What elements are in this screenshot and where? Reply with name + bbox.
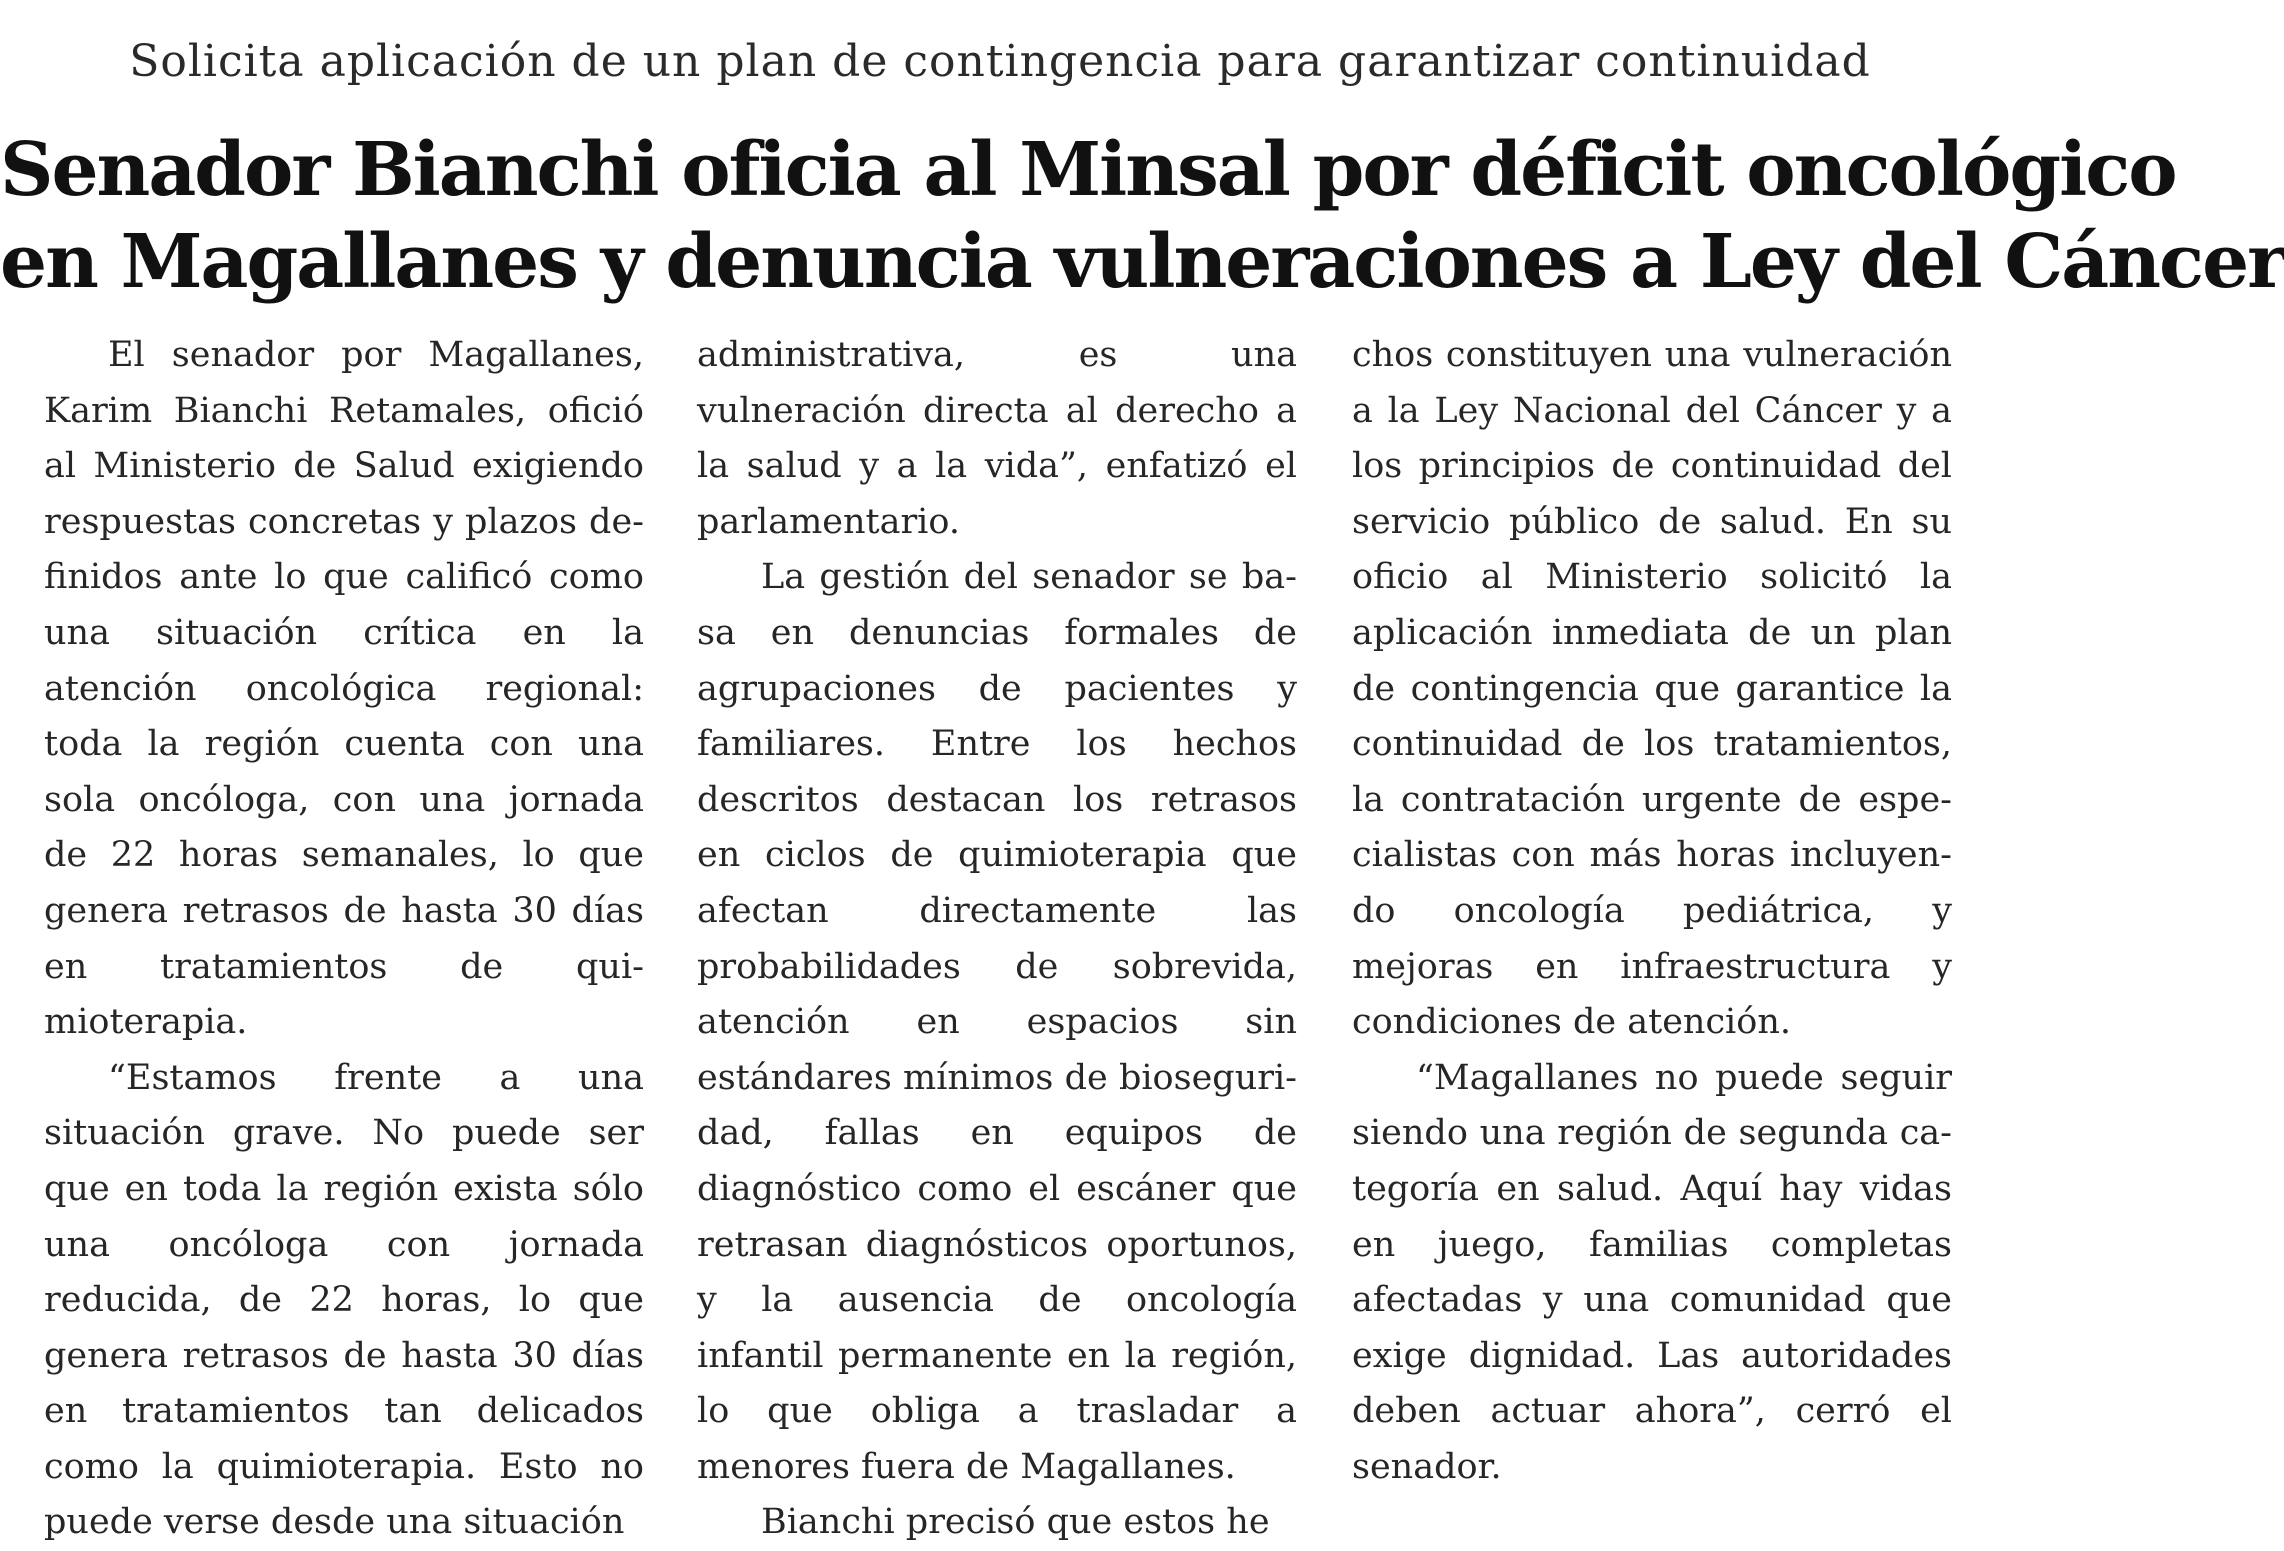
text-column-3 bbox=[1352, 328, 1952, 1495]
article-kicker: Solicita aplicación de un plan de contingencia para garantizar continuidad bbox=[129, 36, 1871, 87]
body-paragraph: administrativa, es una vulneración directa al derecho a la salud y a la vida”, enfatizó el parlamentario. bbox=[697, 335, 1297, 542]
article-headline bbox=[0, 124, 2284, 308]
body-paragraph: Bianchi precisó que estos he bbox=[761, 1502, 1270, 1543]
body-paragraph: “Magallanes no puede seguir siendo una región de segunda categoría en salud. Aquí hay vidas en juego, familias completas afectadas y una comunidad que exige dignidad. Las autoridades deben actuar ahora”, cerró el senador. bbox=[1352, 1057, 1952, 1487]
body-paragraph: chos constituyen una vulneración a la Ley Nacional del Cáncer y a los principios de continuidad del servicio público de salud. En su oficio al Ministerio solicitó la aplicación inmediata de un plan de contingencia que garantice la continuidad de los tratamientos, la contratación urgente de especialistas con más horas incluyendo oncología pediátrica, y mejoras en infraestructura y condiciones de atención. bbox=[1352, 335, 1952, 1043]
body-paragraph: La gestión del senador se basa en denuncias formales de agrupaciones de pacientes y familiares. Entre los hechos descritos destacan los retrasos en ciclos de quimioterapia que afectan directamente las probabilidades de sobrevida, atención en espacios sin estándares mínimos de bioseguridad, fallas en equipos de diagnóstico como el escáner que retrasan diagnósticos oportunos, y la ausencia de oncología infantil permanente en la región, lo que obliga a trasladar a menores fuera de Magallanes. bbox=[697, 557, 1297, 1487]
headline-line-1: Senador Bianchi oficia al Minsal por déficit oncológico bbox=[0, 127, 2176, 213]
text-column-1 bbox=[44, 328, 644, 1551]
headline-line-2: en Magallanes y denuncia vulneraciones a Ley del Cáncer bbox=[0, 219, 2284, 305]
text-column-2 bbox=[697, 328, 1297, 1551]
body-paragraph: El senador por Magallanes, Karim Bianchi Retamales, ofició al Ministerio de Salud exigiendo respuestas concretas y plazos definidos ante lo que calificó como una situación crítica en la atención oncológica regional: toda la región cuenta con una sola oncóloga, con una jornada de 22 horas semanales, lo que genera retrasos de hasta 30 días en tratamientos de quimioterapia. bbox=[44, 335, 644, 1043]
body-paragraph: “Estamos frente a una situación grave. No puede ser que en toda la región exista sólo una oncóloga con jornada reducida, de 22 horas, lo que genera retrasos de hasta 30 días en tratamientos tan delicados como la quimioterapia. Esto no puede verse desde una situación bbox=[44, 1057, 644, 1543]
